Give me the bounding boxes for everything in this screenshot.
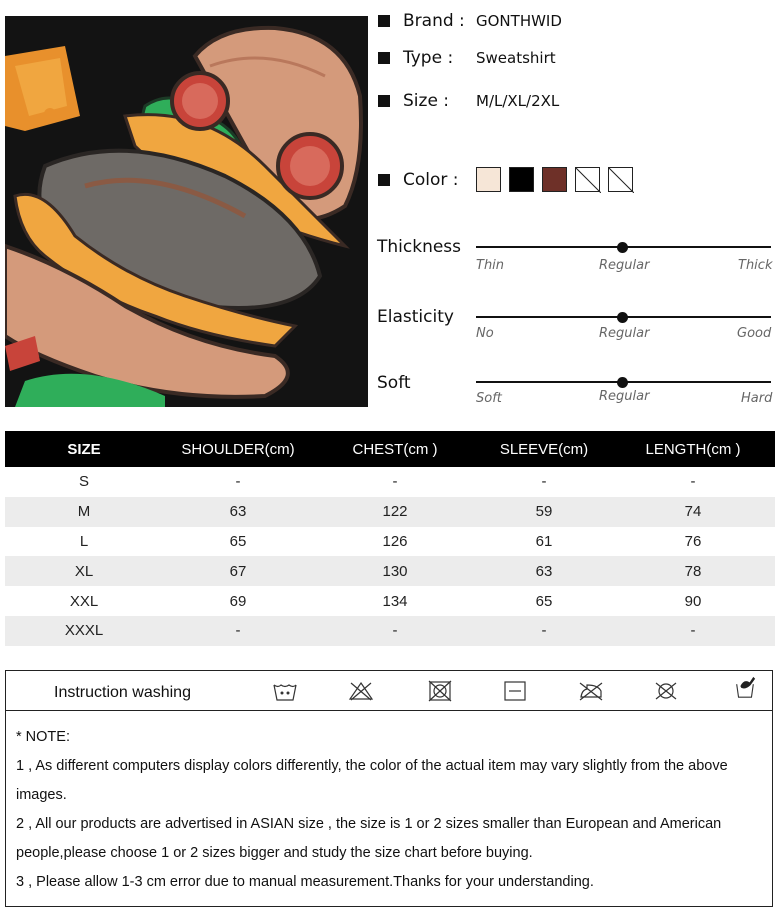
scale-left-label: No (476, 326, 494, 341)
spec-color (378, 168, 475, 192)
color-swatch-brown[interactable] (542, 167, 567, 192)
column-header-size: SIZE (5, 431, 163, 467)
brand-value: GONTHWID (476, 12, 562, 30)
product-image (5, 16, 368, 407)
table-row (5, 497, 775, 527)
type-label: Type : (403, 48, 454, 68)
table-cell: - (235, 473, 241, 491)
washing-instructions-box (5, 670, 773, 907)
table-cell: L (79, 532, 89, 550)
table-cell: XXXL (5, 616, 163, 646)
bullet-square-icon (378, 95, 390, 107)
note-line: 2 , All our products are advertised in ASIAN size , the size is 1 or 2 sizes smaller than European and American (16, 816, 722, 832)
table-cell: - (477, 616, 611, 646)
scale-middle-label: Regular (599, 258, 650, 273)
table-row (5, 556, 775, 586)
scale-right-label: Good (737, 326, 772, 341)
notes-section (16, 723, 768, 897)
spec-size (378, 89, 560, 113)
table-cell: - (690, 473, 696, 491)
table-cell: 90 (684, 592, 702, 610)
note-line: 3 , Please allow 1-3 cm error due to manual measurement.Thanks for your understanding. (16, 874, 594, 890)
table-cell: 63 (477, 556, 611, 586)
scale-title: Elasticity (377, 307, 454, 327)
bullet-square-icon (378, 15, 390, 27)
size-chart-table (5, 431, 775, 646)
brand-label: Brand : (403, 11, 465, 31)
color-swatch-black[interactable] (509, 167, 534, 192)
scale-middle-label: Regular (599, 326, 650, 341)
table-header-row (5, 431, 775, 467)
column-header-chest: CHEST(cm ) (313, 431, 477, 467)
table-cell: - (313, 616, 477, 646)
spec-brand (378, 9, 562, 33)
table-cell: - (163, 616, 313, 646)
scale-marker (617, 312, 628, 323)
table-cell: S (78, 473, 89, 491)
bullet-square-icon (378, 174, 390, 186)
hand-wash-icon (272, 679, 298, 703)
scale-middle-label: Regular (599, 389, 650, 404)
table-row (5, 467, 775, 497)
table-cell: 74 (611, 497, 775, 527)
do-not-bleach-icon (348, 679, 374, 703)
color-swatch-cream[interactable] (476, 167, 501, 192)
table-cell: 69 (229, 592, 247, 610)
color-swatch-unavailable (575, 167, 600, 192)
note-line: 1 , As different computers display colors differently, the color of the actual item may vary slightly from the above (16, 758, 728, 774)
do-not-dry-clean-icon (653, 679, 679, 703)
table-cell: - (392, 473, 398, 491)
table-cell: 67 (163, 556, 313, 586)
color-swatches (476, 167, 641, 192)
do-not-iron-icon (578, 679, 604, 703)
scale-left-label: Thin (476, 258, 505, 273)
washing-header (6, 671, 772, 711)
burger-illustration (5, 16, 368, 407)
table-cell: 76 (684, 532, 702, 550)
spec-type (378, 46, 556, 70)
column-header-length: LENGTH(cm ) (611, 431, 775, 467)
column-header-sleeve: SLEEVE(cm) (477, 431, 611, 467)
table-cell: 65 (229, 532, 247, 550)
column-header-shoulder: SHOULDER(cm) (163, 431, 313, 467)
note-heading: * NOTE: (16, 729, 70, 745)
table-row (5, 616, 775, 646)
type-value: Sweatshirt (476, 49, 556, 67)
table-cell: 134 (382, 592, 408, 610)
table-cell: 78 (611, 556, 775, 586)
table-cell: 122 (313, 497, 477, 527)
scale-left-label: Soft (476, 391, 502, 406)
bullet-square-icon (378, 52, 390, 64)
size-value: M/L/XL/2XL (476, 92, 560, 110)
table-cell: M (5, 497, 163, 527)
color-label: Color : (403, 170, 459, 190)
note-line: people,please choose 1 or 2 sizes bigger and study the size chart before buying. (16, 845, 533, 861)
table-cell: 61 (535, 532, 553, 550)
scale-right-label: Hard (741, 391, 773, 406)
scale-right-label: Thick (738, 258, 773, 273)
table-cell: - (541, 473, 547, 491)
dry-flat-icon (502, 679, 528, 703)
table-cell: XL (5, 556, 163, 586)
table-cell: - (611, 616, 775, 646)
washing-title: Instruction washing (54, 684, 191, 701)
color-swatch-unavailable (608, 167, 633, 192)
table-cell: 65 (535, 592, 553, 610)
table-row (5, 586, 775, 616)
size-label: Size : (403, 91, 450, 111)
note-line: images. (16, 787, 67, 803)
scale-title: Soft (377, 373, 411, 393)
hang-dry-icon (732, 675, 758, 699)
table-row (5, 527, 775, 557)
scale-marker (617, 377, 628, 388)
table-cell: 126 (382, 532, 408, 550)
scale-marker (617, 242, 628, 253)
do-not-tumble-dry-icon (427, 679, 453, 703)
table-cell: XXL (69, 592, 99, 610)
table-cell: 63 (163, 497, 313, 527)
scale-title: Thickness (377, 237, 462, 257)
table-cell: 59 (477, 497, 611, 527)
table-cell: 130 (313, 556, 477, 586)
